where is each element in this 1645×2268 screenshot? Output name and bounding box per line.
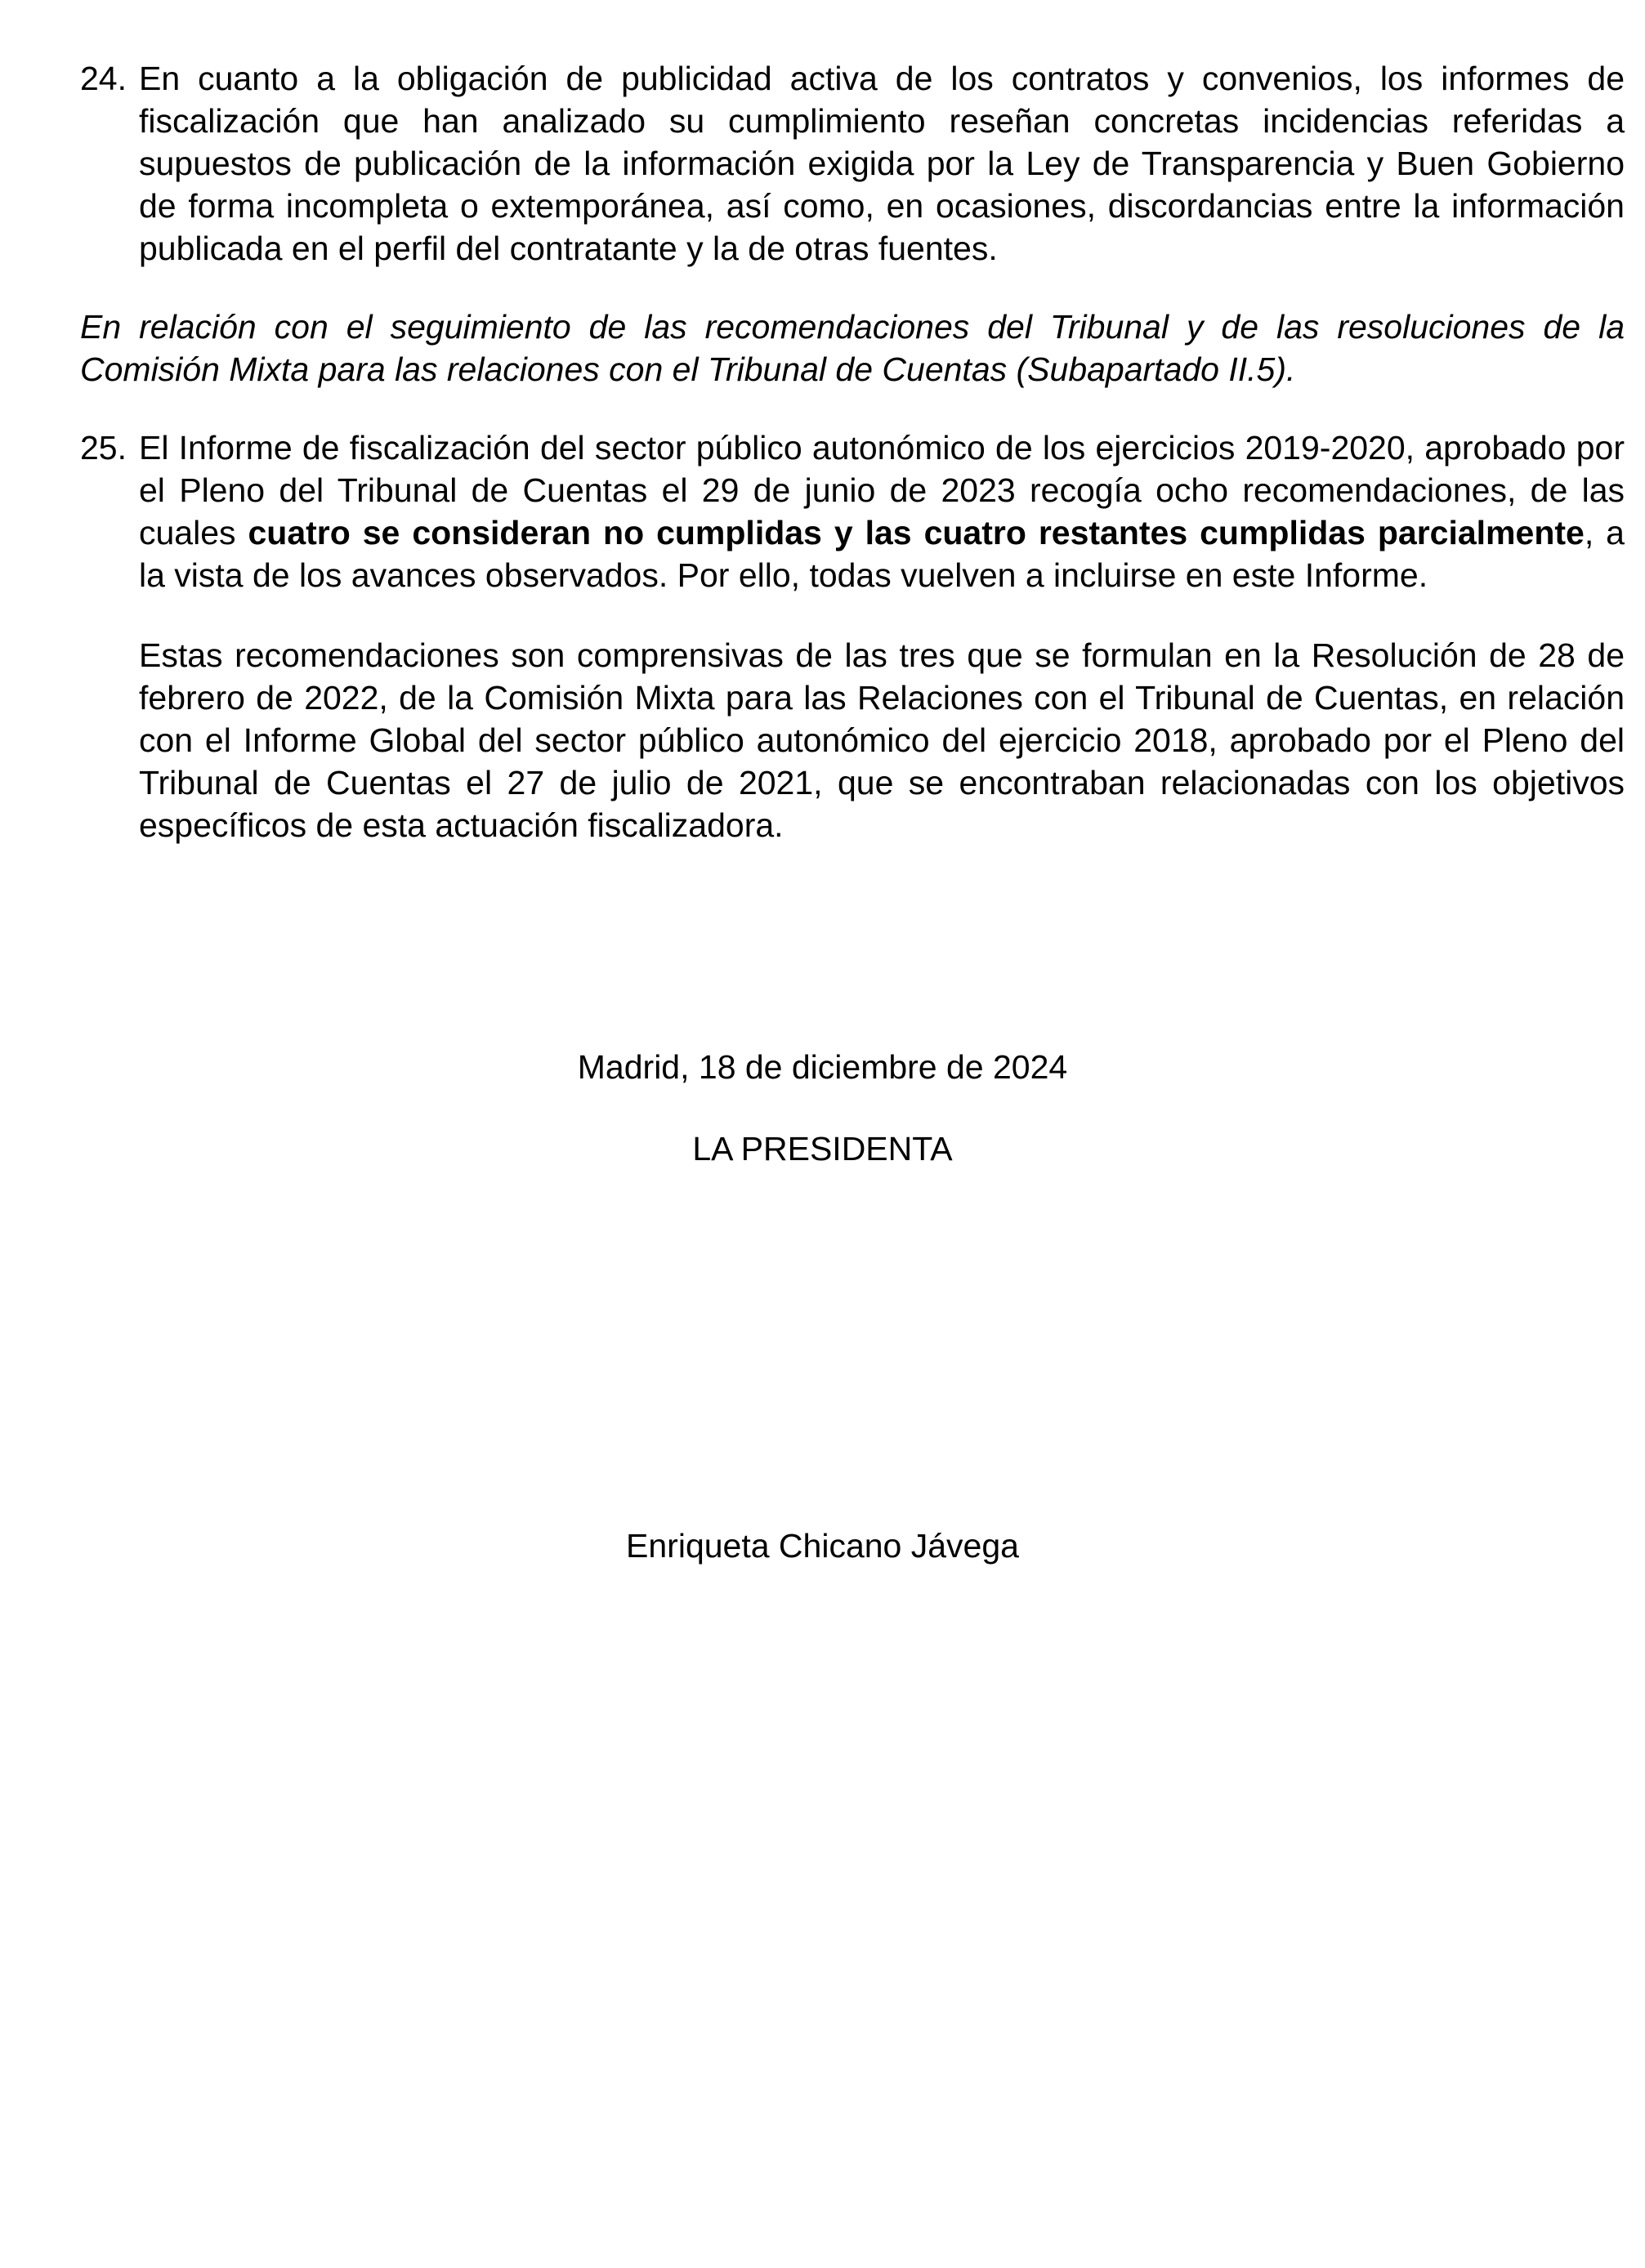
- paragraph-text: En cuanto a la obligación de publicidad activa de los contratos y convenios, los informes de fiscalización que han analizado su cumplimiento reseñan concretas incidencias referidas a supuestos de publicación de la información exigida por la Ley de Transparencia y Buen Gobierno de forma incompleta o extemporánea, así como, en ocasiones, discordancias entre la información publicada en el perfil del contratante y la de otras fuentes.: [139, 60, 1625, 267]
- paragraph-text-start: El Informe de fiscalización del sector público autonómico de los ejercicios 2019-2020, aprobado por el Pleno del Tribunal de Cuentas el 29 de junio de 2023 recogía ocho recomendaciones, de las cuales: [139, 429, 1625, 551]
- numbered-paragraph-24: [80, 57, 1625, 270]
- paragraph-number: 24.: [80, 60, 127, 97]
- paragraph-text-emphasis: cuatro se consideran no cumplidas y las cuatro restantes cumplidas parcialmente: [248, 514, 1585, 551]
- paragraph-text-end: , a la vista de los avances observados. Por ello, todas vuelven a incluirse en este Informe.: [139, 514, 1625, 594]
- paragraph-text-continued: Estas recomendaciones son comprensivas de las tres que se formulan en la Resolución de 28 de febrero de 2022, de la Comisión Mixta para las Relaciones con el Tribunal de Cuentas, en relación con el Informe Global del sector público autonómico del ejercicio 2018, aprobado por el Pleno del Tribunal de Cuentas el 27 de julio de 2021, que se encontraban relacionadas con los objetivos específicos de esta actuación fiscalizadora.: [139, 636, 1625, 844]
- section-heading: En relación con el seguimiento de las recomendaciones del Tribunal y de las resoluciones de la Comisión Mixta para las relaciones con el Tribunal de Cuentas (Subapartado II.5).: [80, 308, 1625, 388]
- place-date: Madrid, 18 de diciembre de 2024: [577, 1048, 1068, 1086]
- signatory-role: LA PRESIDENTA: [692, 1130, 953, 1167]
- numbered-paragraph-25: [80, 426, 1625, 846]
- paragraph-text: [139, 426, 1625, 596]
- paragraph-number: 25.: [80, 429, 127, 467]
- document-body: [80, 57, 1625, 882]
- signatory-name: Enriqueta Chicano Jávega: [626, 1527, 1019, 1565]
